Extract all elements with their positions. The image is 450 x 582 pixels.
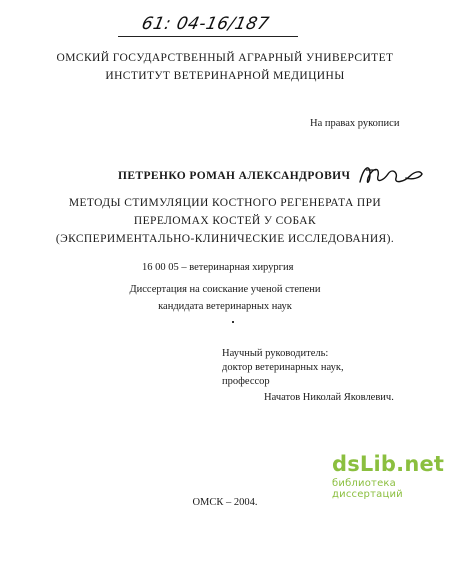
supervisor-label: Научный руководитель:: [222, 348, 329, 359]
institute-name: ИНСТИТУТ ВЕТЕРИНАРНОЙ МЕДИЦИНЫ: [105, 70, 345, 82]
thesis-title-line-2: ПЕРЕЛОМАХ КОСТЕЙ У СОБАК: [133, 215, 317, 227]
dslib-logo: [332, 452, 450, 500]
archive-code: 61: 04-16/187: [139, 14, 271, 34]
dslib-logo-subtitle: библиотека диссертаций: [332, 478, 403, 500]
supervisor-name: Начатов Николай Яковлевич.: [264, 392, 394, 403]
thesis-title-line-3: (ЭКСПЕРИМЕНТАЛЬНО-КЛИНИЧЕСКИЕ ИССЛЕДОВАНИЯ).: [55, 233, 395, 245]
archive-code-underline: [118, 36, 298, 37]
degree-line-1: Диссертация на соискание ученой степени: [129, 284, 321, 295]
thesis-title-line-1: МЕТОДЫ СТИМУЛЯЦИИ КОСТНОГО РЕГЕНЕРАТА ПРИ: [68, 197, 382, 209]
supervisor-degree: доктор ветеринарных наук,: [222, 362, 344, 373]
university-name: ОМСКИЙ ГОСУДАРСТВЕННЫЙ АГРАРНЫЙ УНИВЕРСИТЕТ: [56, 52, 394, 64]
degree-line-2: кандидата ветеринарных наук: [158, 301, 292, 312]
specialty: 16 00 05 – ветеринарная хирургия: [142, 262, 294, 273]
stray-mark: [232, 321, 234, 323]
author-signature: [356, 160, 426, 190]
supervisor-rank: профессор: [222, 376, 270, 387]
rights-note: На правах рукописи: [310, 118, 400, 129]
place-year: ОМСК – 2004.: [192, 497, 258, 508]
dslib-logo-text: dsLib.net: [332, 452, 445, 476]
author-name: ПЕТРЕНКО РОМАН АЛЕКСАНДРОВИЧ: [118, 170, 351, 182]
